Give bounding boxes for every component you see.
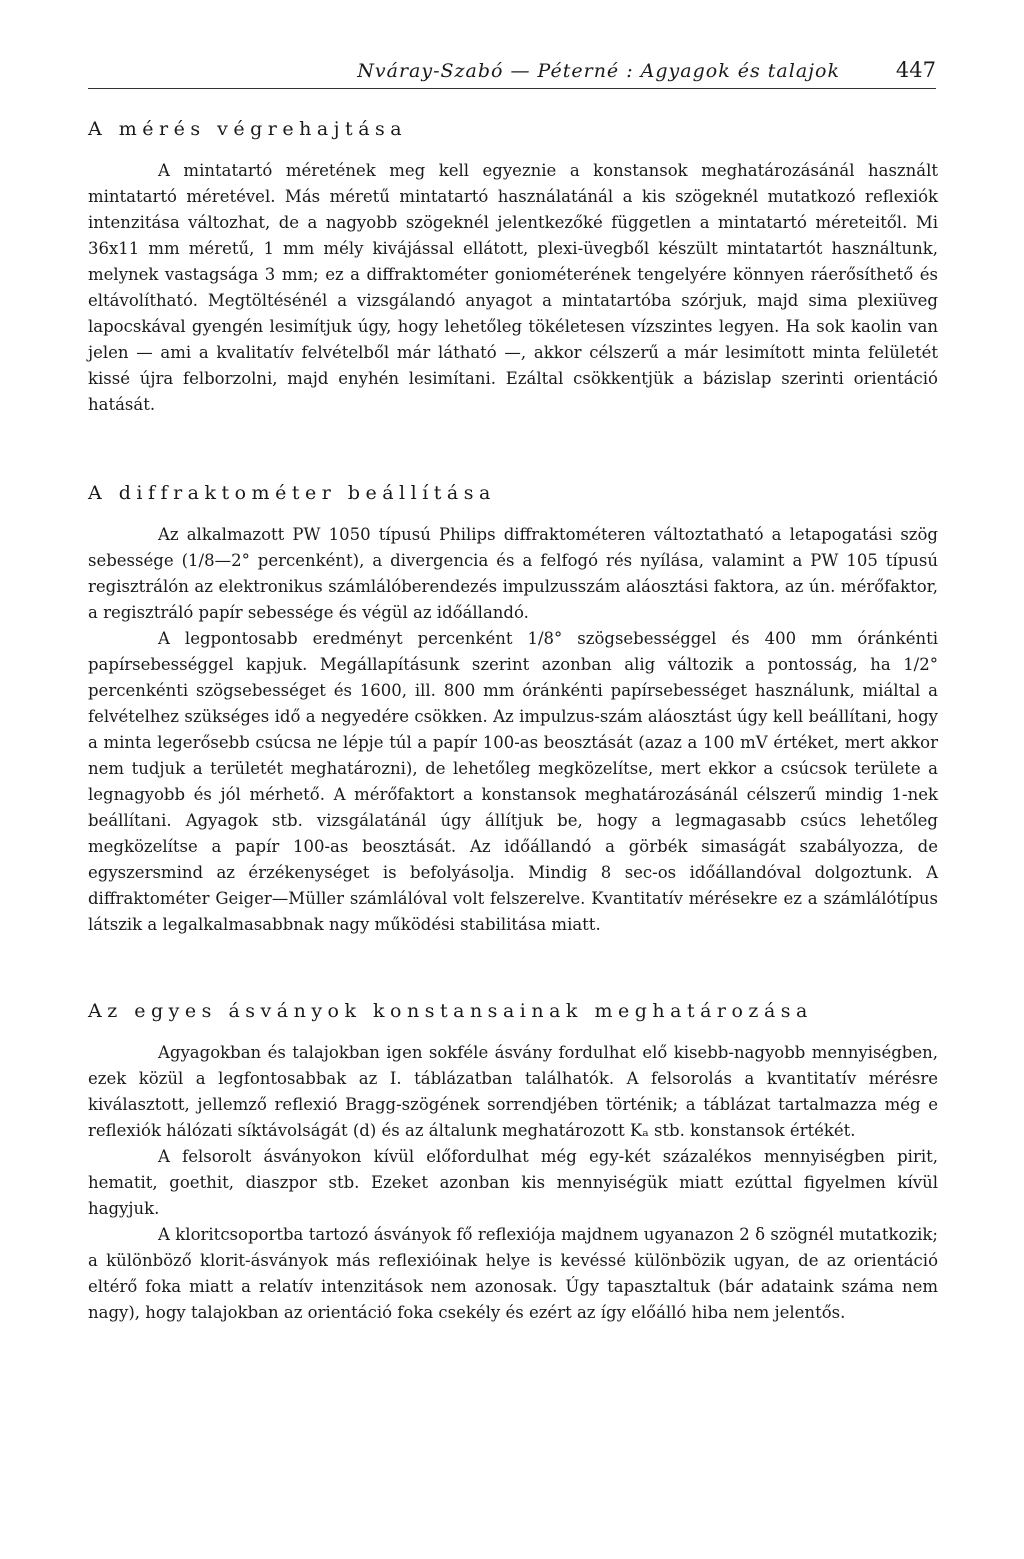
page-number: 447 — [895, 58, 936, 82]
paragraph: A kloritcsoportba tartozó ásványok fő reflexiója majdnem ugyanazon 2 δ szögnél mutatkozik; a különböző klorit-ásványok más reflexióinak helye is kevéssé különbözik ugyan, de az orientáció eltérő foka miatt a relatív intenzitások nem azonosak. Úgy tapasztaltuk (bár adataink száma nem nagy), hogy talajokban az orientáció foka csekély és ezért az így előálló hiba nem jelentős. — [88, 1225, 938, 1322]
page-header — [88, 58, 936, 89]
paragraph: A felsorolt ásványokon kívül előfordulhat még egy-két százalékos mennyiségben pirit, hematit, goethit, diaszpor stb. Ezeket azonban kis mennyiségük miatt ezúttal figyelmen kívül hagyjuk. — [88, 1147, 938, 1218]
paragraph: A legpontosabb eredményt percenként 1/8° szögsebességgel és 400 mm óránkénti papírsebességgel kapjuk. Megállapításunk szerint azonban alig változik a pontosság, ha 1/2° percenkénti szögsebességet és 1600, ill. 800 mm óránkénti papírsebességet használunk, miáltal a felvételhez szükséges idő a negyedére csökken. Az impulzus-szám aláosztást úgy kell beállítani, hogy a minta legerősebb csúcsa ne lépje túl a papír 100-as beosztását (azaz a 100 mV értéket, mert akkor nem tudjuk a területét meghatározni), de lehetőleg megközelítse, mert ekkor a csúcsok területe a legnagyobb és jól mérhető. A mérőfaktort a konstansok meghatározásánál célszerű mindig 1-nek beállítani. Agyagok stb. vizsgálatánál úgy állítjuk be, hogy a legmagasabb csúcs lehetőleg megközelítse a papír 100-as beosztását. Az időállandó a görbék simaságát szabályozza, de egyszersmind az érzékenységet is befolyásolja. Mindig 8 sec-os időállandóval dolgoztunk. A diffraktométer Geiger—Müller számlálóval volt felszerelve. Kvantitatív mérésekre ez a számlálótípus látszik a legalkalmasabbnak nagy működési stabilitása miatt. — [88, 629, 938, 934]
paragraph: Az alkalmazott PW 1050 típusú Philips diffraktométeren változtatható a letapogatási szög sebessége (1/8—2° percenként), a divergencia és a felfogó rés nyílása, valamint a PW 105 típusú regisztrálón az elektronikus számlálóberendezés impulzusszám aláosztási faktora, az ún. mérőfaktor, a regisztráló papír sebessége és végül az időállandó. — [88, 525, 938, 622]
paragraph: Agyagokban és talajokban igen sokféle ásvány fordulhat elő kisebb-nagyobb mennyiségben, ezek közül a legfontosabbak az I. táblázatban találhatók. A felsorolás a kvantitatív mérésre kiválasztott, jellemző reflexió Bragg-szögének sorrendjében történik; a táblázat tartalmazza még e reflexiók hálózati síktávolságát (d) és az általunk meghatározott Kₐ stb. konstansok értékét. — [88, 1043, 938, 1140]
section-body-meres-vegrehajtasa — [88, 158, 938, 418]
section-body-diffraktometer-beallitasa — [88, 522, 938, 938]
section-body-asvanyok-konstansainak-meghatarozasa — [88, 1040, 938, 1326]
paragraph: A mintatartó méretének meg kell egyeznie a konstansok meghatározásánál használt mintatartó méretével. Más méretű mintatartó használatánál a kis szögeknél mutatkozó reflexiók intenzitása változhat, de a nagyobb szögeknél jelentkezőké független a mintatartó méreteitől. Mi 36x11 mm méretű, 1 mm mély kivájással ellátott, plexi-üvegből készült mintatartót használtunk, melynek vastagsága 3 mm; ez a diffraktométer goniométerének tengelyére könnyen ráerősíthető és eltávolítható. Megtöltésénél a vizsgálandó anyagot a mintatartóba szórjuk, majd sima plexiüveg lapocskával gyengén lesimítjuk úgy, hogy lehetőleg tökéletesen vízszintes legyen. Ha sok kaolin van jelen — ami a kvalitatív felvételből már látható —, akkor célszerű a már lesimított minta felületét kissé újra felborzolni, majd enyhén lesimítani. Ezáltal csökkentjük a bázislap szerinti orientáció hatását. — [88, 161, 938, 414]
running-title: Nváray-Szabó — Péterné : Agyagok és talajok — [357, 60, 840, 82]
section-heading-diffraktometer-beallitasa: A diffraktométer beállítása — [88, 482, 496, 504]
section-heading-meres-vegrehajtasa: A mérés végrehajtása — [88, 118, 408, 140]
section-heading-asvanyok-konstansainak-meghatarozasa: Az egyes ásványok konstansainak meghatározása — [88, 1000, 813, 1022]
